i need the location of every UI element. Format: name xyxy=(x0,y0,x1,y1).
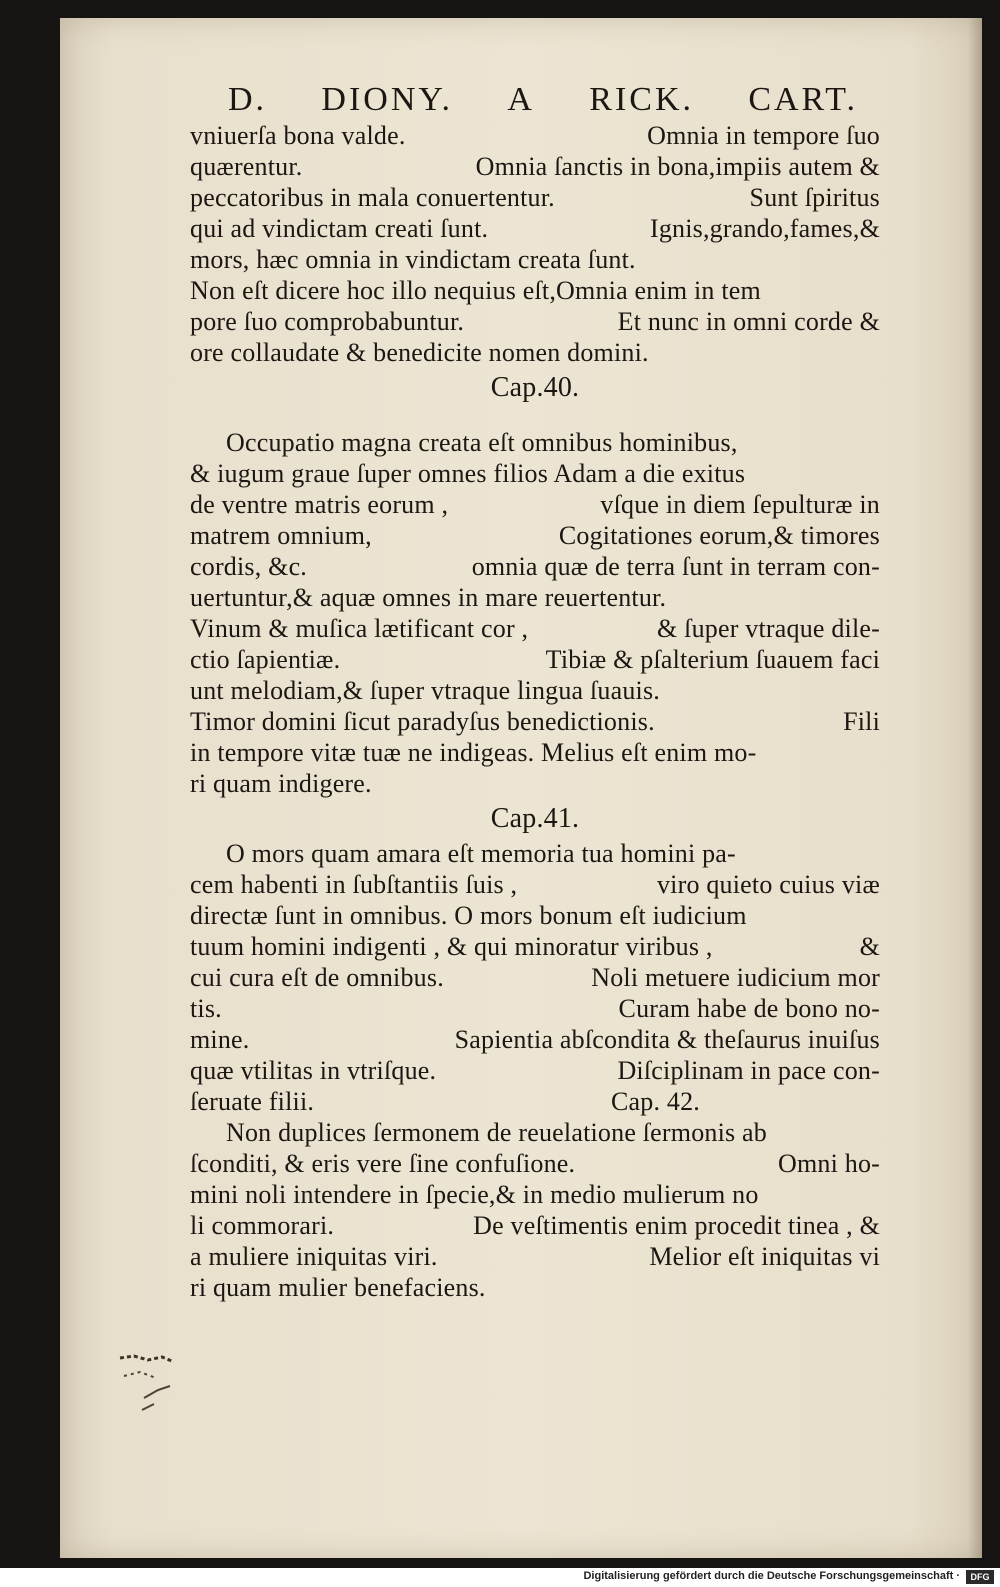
chapter-heading-40: Cap.40. xyxy=(490,372,580,403)
text-segment: Omnia ſanctis in bona,impiis autem & xyxy=(475,152,880,181)
text-line xyxy=(190,151,880,182)
text-segment: matrem omnium, xyxy=(190,521,372,550)
text-line xyxy=(190,931,880,962)
text-line xyxy=(190,962,880,993)
text-line xyxy=(190,1055,880,1086)
running-head xyxy=(190,80,880,120)
running-head-middle: DIONY. xyxy=(321,81,454,118)
text-segment: mine. xyxy=(190,1025,250,1054)
chapter-heading-42: Cap. 42. xyxy=(611,1087,700,1116)
text-segment: ri quam indigere. xyxy=(190,769,372,798)
text-segment: Vinum & muſica lætificant cor , xyxy=(190,614,529,643)
text-segment: vſque in diem ſepulturæ in xyxy=(600,490,880,519)
text-line xyxy=(190,1179,880,1210)
text-segment: De veſtimentis enim procedit tinea , & xyxy=(473,1211,880,1240)
text-segment: peccatoribus in mala conuertentur. xyxy=(190,183,555,212)
text-segment: quærentur. xyxy=(190,152,303,181)
text-line xyxy=(190,1117,880,1148)
text-line xyxy=(190,1148,880,1179)
footer-credit: Digitalisierung gefördert durch die Deutsche Forschungsgemeinschaft · xyxy=(583,1570,960,1582)
text-segment: Omni ho- xyxy=(778,1149,880,1178)
text-segment: Fili xyxy=(843,707,880,736)
running-head-right2: CART. xyxy=(748,81,858,118)
text-segment: ctio ſapientiæ. xyxy=(190,645,341,674)
text-segment: a muliere iniquitas viri. xyxy=(190,1242,438,1271)
text-section-40 xyxy=(190,427,880,799)
text-segment: & iugum graue ſuper omnes filios Adam a die exitus xyxy=(190,459,746,488)
text-line xyxy=(190,768,880,799)
text-line xyxy=(190,582,880,613)
text-segment: mors, hæc omnia in vindictam creata ſunt. xyxy=(190,245,636,274)
text-segment: ſconditi, & eris vere ſine confuſione. xyxy=(190,1149,576,1178)
text-segment: Diſciplinam in pace con- xyxy=(617,1056,880,1085)
text-segment: Occupatio magna creata eſt omnibus hominibus, xyxy=(226,428,738,457)
page-text xyxy=(190,80,880,1303)
text-segment: ore collaudate & benedicite nomen domini. xyxy=(190,338,649,367)
text-segment: Omnia in tempore ſuo xyxy=(647,121,880,150)
text-segment: Timor domini ſicut paradyſus benedictionis. xyxy=(190,707,655,736)
text-segment: Melior eſt iniquitas vi xyxy=(649,1242,880,1271)
text-segment: cordis, &c. xyxy=(190,552,308,581)
text-segment: uertuntur,& aquæ omnes in mare reuertentur. xyxy=(190,583,667,612)
text-segment: Non eſt dicere hoc illo nequius eſt,Omnia enim in tem xyxy=(190,276,761,305)
text-segment: quæ vtilitas in vtriſque. xyxy=(190,1056,437,1085)
text-line xyxy=(190,275,880,306)
dfg-logo: DFG xyxy=(966,1570,994,1584)
text-segment: unt melodiam,& ſuper vtraque lingua ſuauis. xyxy=(190,676,660,705)
text-segment: Noli metuere iudicium mor xyxy=(591,963,880,992)
text-line-chapter-42 xyxy=(190,1086,880,1117)
text-line xyxy=(190,337,880,368)
text-line xyxy=(190,213,880,244)
text-line xyxy=(190,900,880,931)
text-segment: in tempore vitæ tuæ ne indigeas. Melius eſt enim mo- xyxy=(190,738,757,767)
text-segment: cui cura eſt de omnibus. xyxy=(190,963,444,992)
text-line xyxy=(190,838,880,869)
text-segment: ſeruate filii. xyxy=(190,1087,315,1116)
text-segment: Et nunc in omni corde & xyxy=(617,307,880,336)
running-head-center: A xyxy=(507,81,535,118)
running-head-left: D. xyxy=(228,81,268,118)
text-line xyxy=(190,1024,880,1055)
text-section-42 xyxy=(190,1117,880,1303)
text-segment: Curam habe de bono no- xyxy=(618,994,880,1023)
text-segment: li commorari. xyxy=(190,1211,335,1240)
text-line xyxy=(190,675,880,706)
text-segment: vniuerſa bona valde. xyxy=(190,121,406,150)
text-segment: viro quieto cuius viæ xyxy=(656,870,880,899)
text-line xyxy=(190,706,880,737)
text-segment: Sapientia abſcondita & theſaurus inuiſus xyxy=(454,1025,880,1054)
text-line xyxy=(190,182,880,213)
text-segment: tuum homini indigenti , & qui minoratur viribus , xyxy=(190,932,713,961)
text-line xyxy=(190,613,880,644)
text-line xyxy=(190,869,880,900)
text-line xyxy=(190,458,880,489)
text-line xyxy=(190,1241,880,1272)
text-segment: O mors quam amara eſt memoria tua homini pa- xyxy=(226,839,736,868)
footer-strip xyxy=(0,1568,1000,1587)
text-line xyxy=(190,993,880,1024)
text-line xyxy=(190,427,880,458)
text-segment: Sunt ſpiritus xyxy=(749,183,880,212)
text-line xyxy=(190,1210,880,1241)
text-segment: de ventre matris eorum , xyxy=(190,490,449,519)
text-line xyxy=(190,737,880,768)
text-segment: Tibiæ & pſalterium ſuauem faci xyxy=(545,645,880,674)
text-segment: tis. xyxy=(190,994,222,1023)
text-segment: pore ſuo comprobabuntur. xyxy=(190,307,465,336)
text-segment: & xyxy=(859,932,880,961)
text-segment: qui ad vindictam creati ſunt. xyxy=(190,214,489,243)
text-line xyxy=(190,1272,880,1303)
text-section-top xyxy=(190,120,880,368)
text-segment: directæ ſunt in omnibus. O mors bonum eſt iudicium xyxy=(190,901,747,930)
text-section-41 xyxy=(190,838,880,1086)
page-edge-shadow xyxy=(968,18,982,1558)
text-line xyxy=(190,489,880,520)
text-line xyxy=(190,120,880,151)
text-line xyxy=(190,244,880,275)
ink-mark xyxy=(114,1350,184,1420)
text-line xyxy=(190,306,880,337)
text-segment: & ſuper vtraque dile- xyxy=(657,614,880,643)
text-line xyxy=(190,520,880,551)
text-line xyxy=(190,644,880,675)
chapter-heading-41: Cap.41. xyxy=(490,803,580,834)
text-line xyxy=(190,551,880,582)
running-head-right1: RICK. xyxy=(589,81,694,118)
text-segment: mini noli intendere in ſpecie,& in medio mulierum no xyxy=(190,1180,759,1209)
text-segment: Non duplices ſermonem de reuelatione ſermonis ab xyxy=(226,1118,767,1147)
text-segment: ri quam mulier benefaciens. xyxy=(190,1273,486,1302)
text-segment: cem habenti in ſubſtantiis ſuis , xyxy=(190,870,518,899)
text-segment: Cogitationes eorum,& timores xyxy=(558,521,880,550)
text-segment: Ignis,grando,fames,& xyxy=(649,214,880,243)
text-segment: omnia quæ de terra ſunt in terram con- xyxy=(471,552,880,581)
